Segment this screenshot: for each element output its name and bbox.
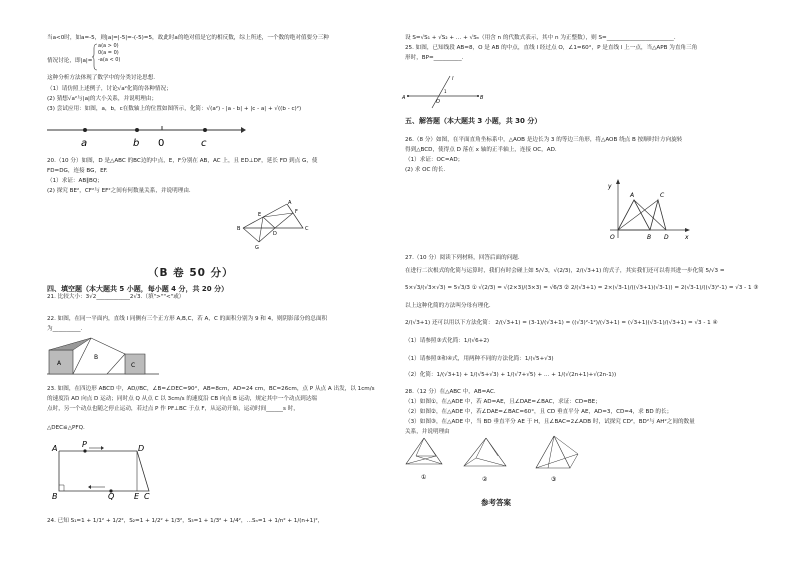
q27-line1: 27.（10 分）阅读下列材料，回答后面的问题. [405,255,520,261]
q23-line4: △DEC≌△PFQ. [47,425,85,431]
svg-text:D: D [138,444,145,453]
q28-line5: 关系，并说明理由 [405,429,450,435]
svg-text:O: O [436,99,440,105]
svg-text:C: C [144,492,150,501]
intro-paragraph-line1: 当a<0时，如a=-5，则|a|=|-5|=-(-5)=5，故此时a的绝对值是它的相反数，综上所述，一个数的绝对值要分三种 [47,35,329,41]
question-24: 24. 已知 S₁=1 + 1/1² + 1/2²，S₂=1 + 1/2² + 1/3²，S₃=1 + 1/3² + 1/4²，…Sₙ=1 + 1/n² + 1/(n+1)²， [47,518,324,524]
fig2-caption: ② [482,476,488,483]
triangle-figure-q20 [235,200,315,256]
svg-text:1: 1 [444,89,447,94]
svg-text:B: B [52,492,58,501]
case-zero: 0(a = 0) [98,50,119,56]
q28-line3: （2）如图②，在△ADE 中，若∠DAE=∠BAC=60°，且 CD 垂直平分 AE，AD=3，CD=4，求 BD 的长； [405,409,673,415]
intro-paragraph-line3: 这种分析方法体现了数学中的分类讨论思想. [47,75,156,81]
svg-text:B: B [647,234,652,241]
case-negative: -a(a < 0) [98,57,121,63]
q26-line2: 得到△BCD，使得点 D 落在 x 轴的正半轴上，连接 OC，AD. [405,147,557,153]
point-a [83,128,87,132]
case-positive: a(a > 0) [98,43,119,49]
q26-line4: (2) 求 OC 的长. [405,167,446,173]
svg-text:A: A [630,192,635,199]
answers-title: 参考答案 [481,498,511,507]
q27-line3: 5×√3/(√3×√3) = 5√3/3 ① √(2/3) = √(2×3)/(3×3) = √6/3 ② 2/(√3+1) = 2×(√3-1)/((√3+1)(√3-1)) = 2(√3-1)/((√3)²-1) = √3 - 1 ③ [405,285,759,291]
svg-text:B: B [237,226,241,232]
q20-line2: FD=DG，连接 BG，EF. [47,168,108,174]
q25-line2: 形时，BP=__________. [405,55,464,61]
q26-line3: （1）求证：OC=AD； [405,157,464,163]
svg-text:G: G [255,245,259,251]
svg-text:F: F [295,209,298,215]
question-3: (3) 尝试应用：如图，a，b，c在数轴上的位置如图所示，化简：√(a²) - |a - b| + |c - a| + √((b - c)²) [47,106,302,112]
svg-text:E: E [134,492,140,501]
intro-paragraph-line2: 情况讨论，即|a|= [47,58,93,64]
svg-text:D: D [273,231,277,237]
q27-line5: 2/(√3+1) 还可以用以下方法化简： 2/(√3+1) = (3-1)/(√3+1) = ((√3)²-1²)/(√3+1) = (√3+1)(√3-1)/(√3+1) = √3 - 1 ④ [405,320,718,326]
q28-line1: 28.（12 分）在△ABC 中，AB=AC. [405,389,496,395]
q25-line1: 25. 如图，已知线段 AB=8，O 是 AB 的中点，直线 l 经过点 O，∠1=60°，P 是直线 l 上一点，当△APB 为直角三角 [405,45,698,51]
fig1-caption: ① [421,474,427,481]
q24b-line1: 设 S=√S₁ + √S₂ + … + √Sₙ（用含 n 的代数式表示，其中 n 为正整数），则 S=________________________. [405,35,676,41]
trapezoid-figure-q23 [49,441,159,499]
q20-line1: 20.（10 分）如图，D 是△ABC 的BC边的中点，E，F分别在 AB，AC 上，且 ED⊥DF，延长 FD 到点 G，使 [47,158,318,164]
q20-line4: (2) 探究 BE²，CF²与 EF²之间有何数量关系，并说明理由. [47,188,191,194]
fig3-caption: ③ [551,476,557,483]
coordinate-figure-q26 [604,178,694,242]
section-5-heading: 五、解答题（本大题共 3 小题，共 30 分） [405,117,542,125]
label-0: 0 [158,138,165,149]
q23-line2: 的速度沿 AD 向点 D 运动；同时点 Q 从点 C 以 3cm/s 的速度沿 CB 向点 B 运动，规定其中一个动点到达端 [47,396,317,402]
label-c: c [201,138,207,149]
question-21: 21. 比较大小：3√2____________2√3.（填">""<"或） [47,294,185,300]
svg-text:E: E [258,212,262,218]
point-b [135,128,139,132]
question-2: (2) 猜想√a²与|a|的大小关系，并说明理由； [47,96,158,102]
q27-line7: （1）请参照③和④式，用两种不同的方法化简：1/(√5+√3) [405,356,554,362]
q28-line2: （1）如图①，在△ADE 中，若 AD=AE，且∠DAE=∠BAC，求证：CD=BE； [405,399,601,405]
q26-line1: 26.（8 分）如图，在平面直角坐标系中，△AOB 是边长为 3 的等边三角形，将△AOB 绕点 B 按顺时针方向旋转 [405,137,683,143]
q27-line8: （2）化简：1/(√3+1) + 1/(√5+√3) + 1/(√7+√5) + … + 1/(√(2n+1)+√(2n-1)) [405,372,617,378]
point-c [203,128,207,132]
q27-line6: （1）请参照③式化简：1/(√6+2) [405,338,490,344]
svg-text:x: x [685,234,689,241]
svg-text:O: O [610,234,615,241]
svg-text:Q: Q [108,492,115,501]
q22-line1: 22. 如图，在同一平面内，直线 l 同侧有三个正方形 A,B,C，若 A，C 的面积分别为 9 和 4，则阴影部分的总面积 [47,316,328,322]
line-figure-q25 [400,74,490,110]
svg-text:A: A [288,200,292,206]
svg-text:D: D [664,234,669,241]
q23-line1: 23. 如图，在四边形 ABCD 中，AD//BC，∠B=∠DEC=90°，AB=8cm，AD=24 cm，BC=26cm，点 P 从点 A 出发，以 1cm/s [47,386,375,392]
q23-line3: 点时，另一个动点也随之停止运动，若过点 P 作 PF⊥BC 于点 F，从运动开始，运动时间______s 时， [47,406,299,412]
svg-text:A: A [402,95,406,101]
svg-text:C: C [305,226,309,232]
svg-text:y: y [608,183,612,190]
svg-text:B: B [94,354,99,361]
q28-line4: （3）如图③，在△ADE 中，当 BD 垂直平分 AE 于 H，且∠BAC=2∠ADB 时，试探究 CD²，BD²与 AH²之间的数量 [405,419,695,425]
svg-text:A: A [52,444,58,453]
question-1: （1）请仿照上述例子，讨论√a²化简的各种情况； [47,86,172,92]
svg-text:l: l [452,76,454,82]
label-a: a [81,138,88,149]
q27-line4: 以上这种化简的方法叫分母有理化. [405,303,491,309]
svg-text:B: B [480,95,484,101]
triangle-figures-q28 [402,434,592,486]
svg-text:C: C [660,192,665,199]
q20-line3: （1）求证：AB∥BQ； [47,178,103,184]
number-line-figure [45,124,245,154]
section-4-heading: 四、填空题（本大题共 5 小题，每小题 4 分，共 20 分） [47,285,229,293]
label-b: b [133,138,140,149]
svg-text:A: A [57,360,62,367]
svg-text:C: C [131,362,136,369]
q27-line2: 在进行二次根式的化简与运算时，我们有时会碰上如 5/√3，√(2/3)，2/(√3+1) 的式子，其实我们还可以将其进一步化简 5/√3 = [405,268,725,274]
section-b-title: （B 卷 50 分） [148,267,234,279]
squares-figure-q22 [47,334,162,376]
svg-text:P: P [82,440,87,449]
q22-line2: 为__________. [47,326,83,332]
